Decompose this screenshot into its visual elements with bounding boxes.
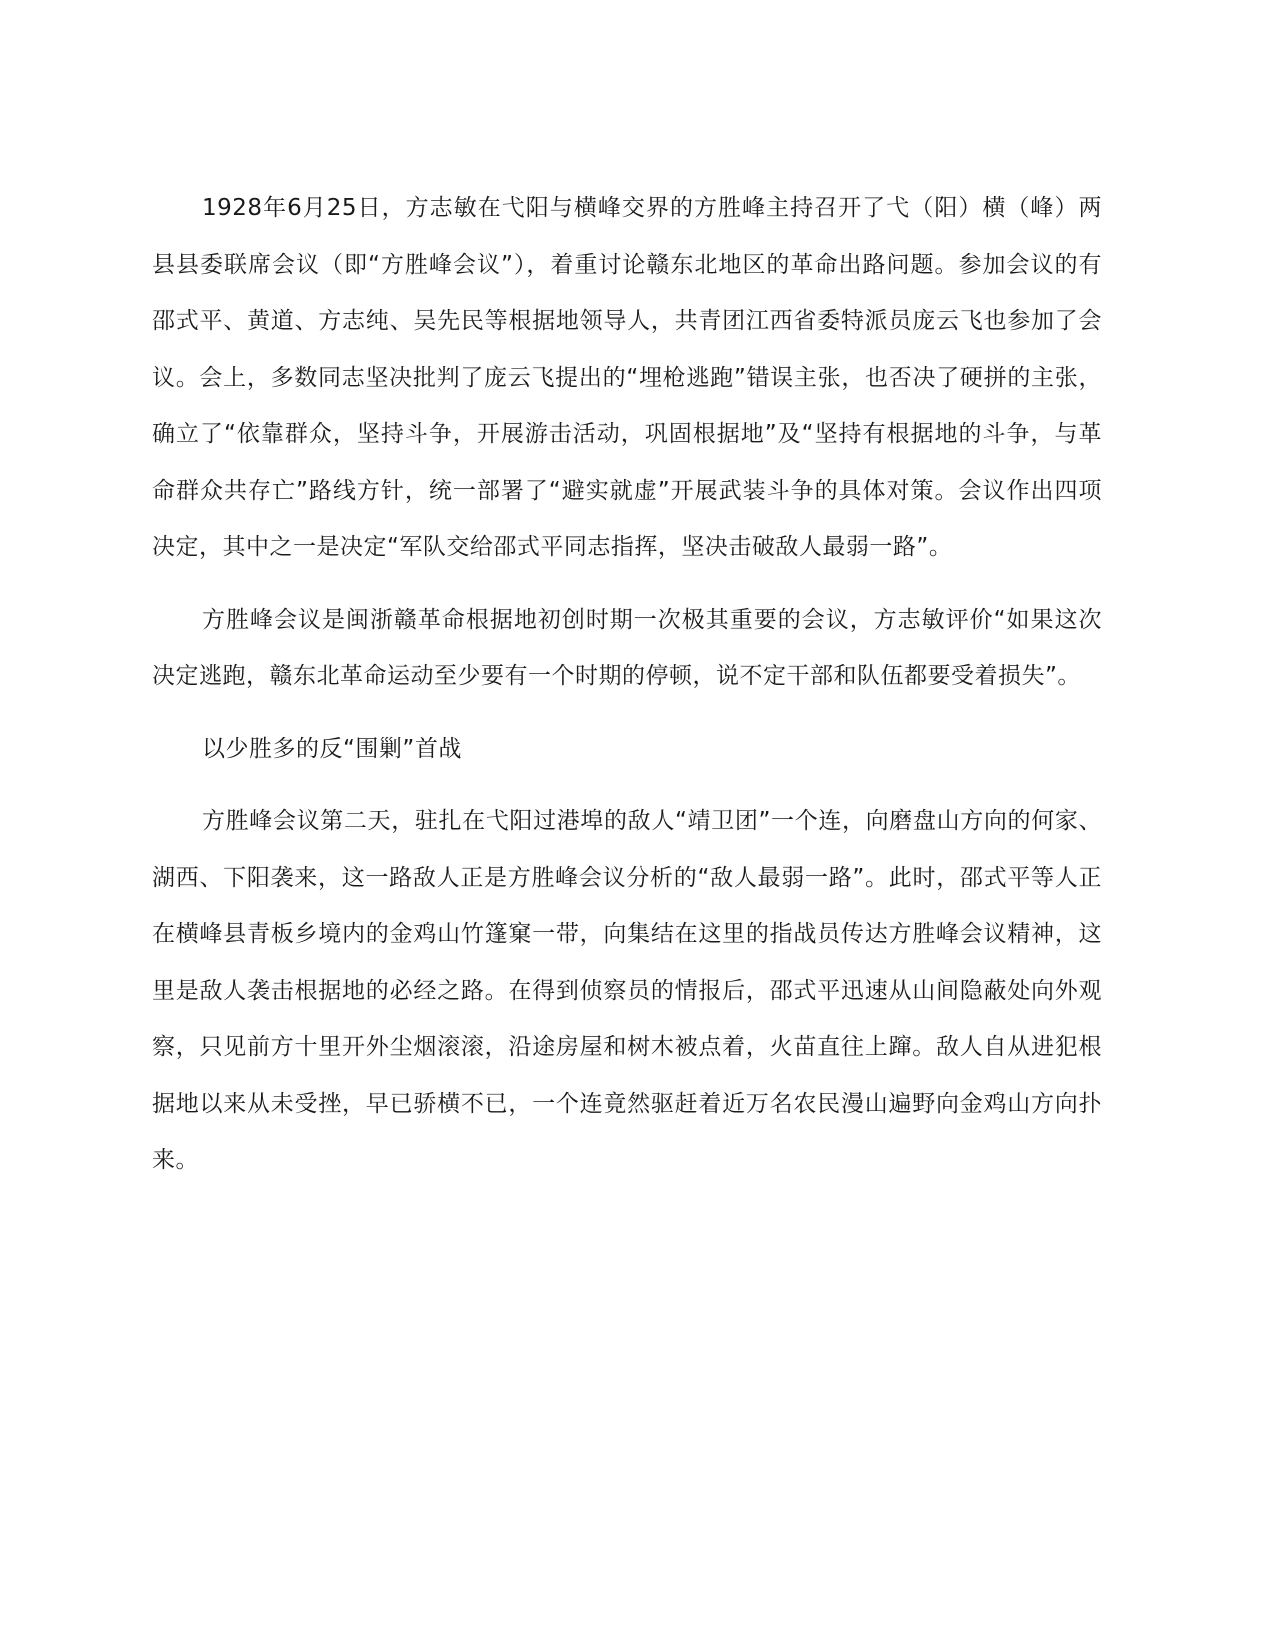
- section-heading: 以少胜多的反“围剿”首战: [202, 735, 462, 762]
- document-body: [152, 180, 1102, 1205]
- paragraph-fangshengfeng-meeting: 1928年6月25日，方志敏在弋阳与横峰交界的方胜峰主持召开了弋（阳）横（峰）两县县委联席会议（即“方胜峰会议”），着重讨论赣东北地区的革命出路问题。参加会议的有邵式平、黄道、方志纯、吴先民等根据地领导人，共青团江西省委特派员庞云飞也参加了会议。会上，多数同志坚决批判了庞云飞提出的“埋枪逃跑”错误主张，也否决了硬拼的主张，确立了“依靠群众，坚持斗争，开展游击活动，巩固根据地”及“坚持有根据地的斗争，与革命群众共存亡”路线方针，统一部署了“避实就虚”开展武装斗争的具体对策。会议作出四项决定，其中之一是决定“军队交给邵式平同志指挥，坚决击破敌人最弱一路”。: [152, 195, 1102, 560]
- paragraph-first-battle: 方胜峰会议第二天，驻扎在弋阳过港埠的敌人“靖卫团”一个连，向磨盘山方向的何家、湖西、下阳袭来，这一路敌人正是方胜峰会议分析的“敌人最弱一路”。此时，邵式平等人正在横峰县青板乡境内的金鸡山竹篷窠一带，向集结在这里的指战员传达方胜峰会议精神，这里是敌人袭击根据地的必经之路。在得到侦察员的情报后，邵式平迅速从山间隐蔽处向外观察，只见前方十里开外尘烟滚滚，沿途房屋和树木被点着，火苗直往上蹿。敌人自从进犯根据地以来从未受挫，早已骄横不已，一个连竟然驱赶着近万名农民漫山遍野向金鸡山方向扑来。: [152, 808, 1102, 1173]
- paragraph-meeting-significance: 方胜峰会议是闽浙赣革命根据地初创时期一次极其重要的会议，方志敏评价“如果这次决定逃跑，赣东北革命运动至少要有一个时期的停顿，说不定干部和队伍都要受着损失”。: [152, 606, 1102, 689]
